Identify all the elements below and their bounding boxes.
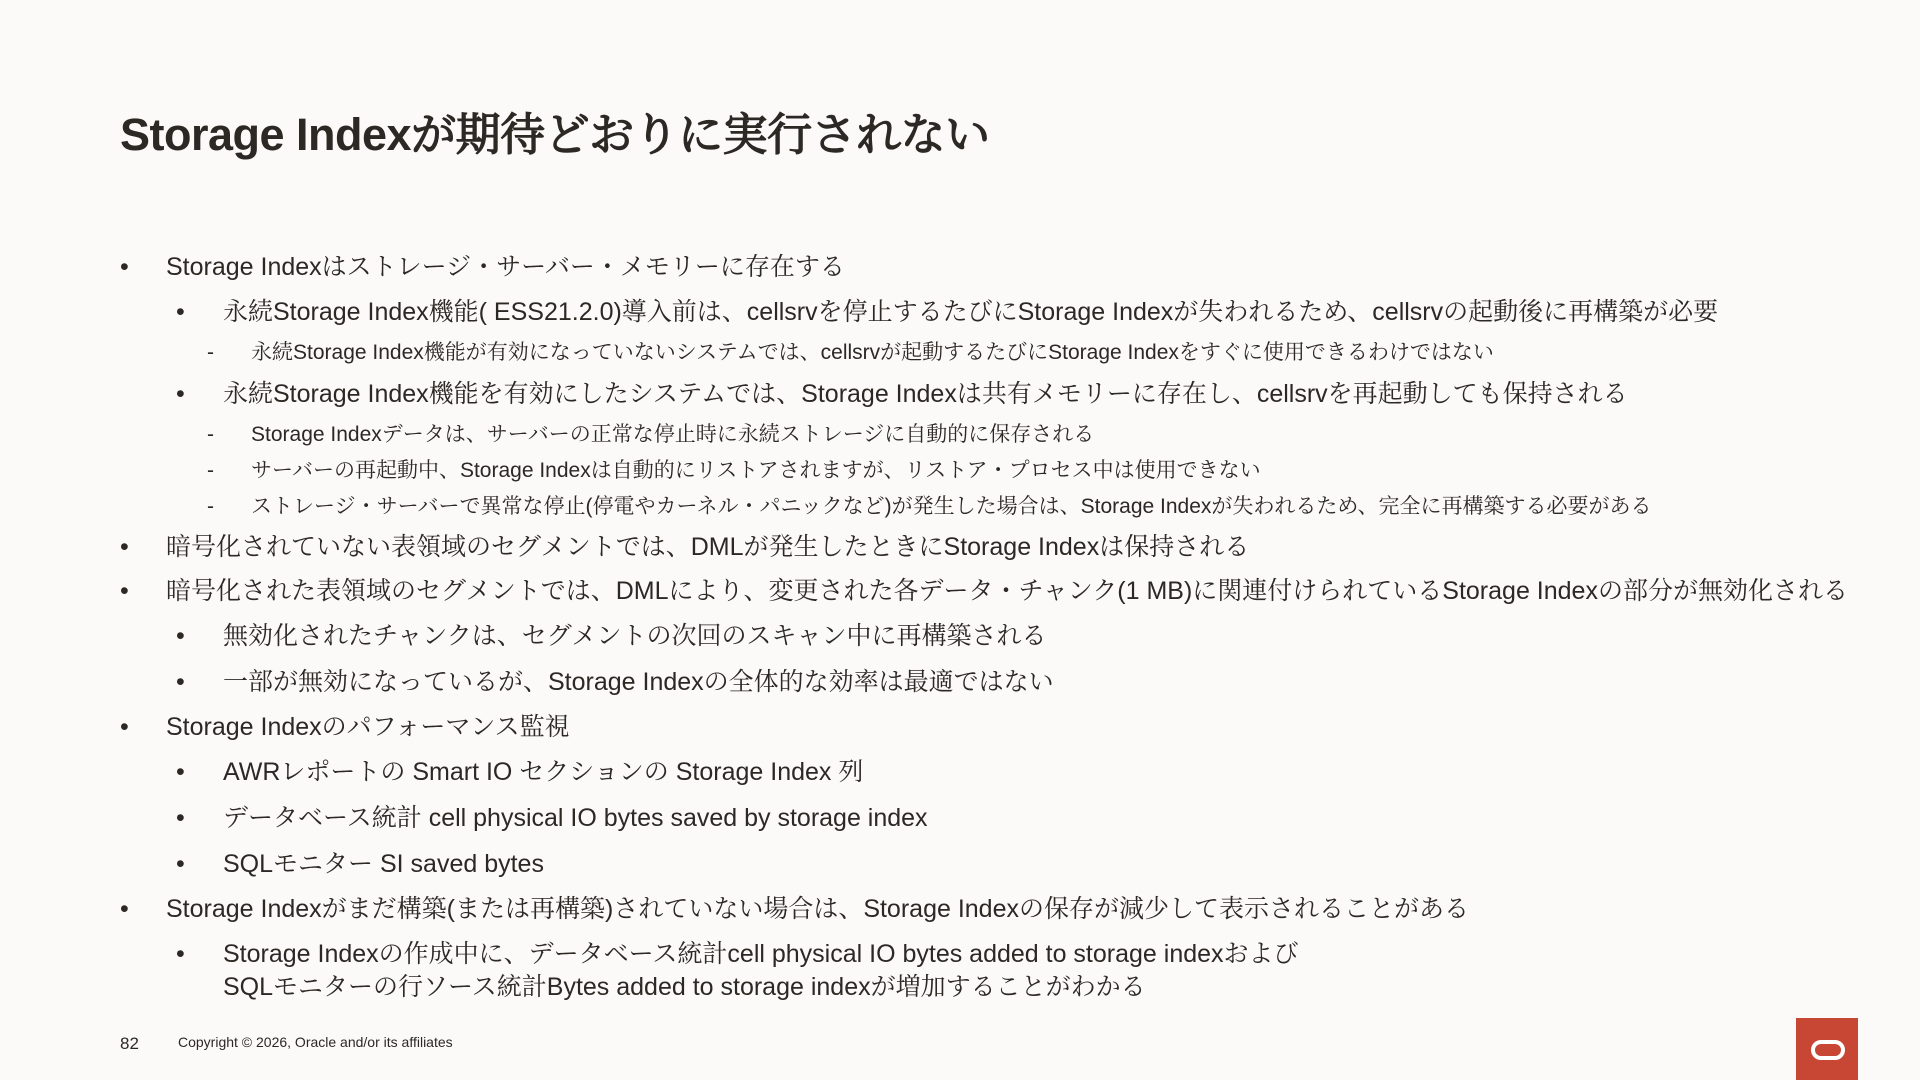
bullet-text: AWRレポートの Smart IO セクションの Storage Index 列 bbox=[223, 758, 864, 786]
bullet-text: Storage Indexのパフォーマンス監視 bbox=[166, 713, 570, 741]
sub-bullet-item bbox=[120, 371, 1820, 417]
bullet-marker: • bbox=[120, 253, 129, 281]
bullet-text: Storage Indexはストレージ・サーバー・メモリーに存在する bbox=[166, 253, 845, 281]
copyright-text: Copyright © 2026, Oracle and/or its affiliates bbox=[178, 1034, 453, 1050]
sub-bullet-item bbox=[120, 613, 1820, 659]
bullet-text: Storage Indexがまだ構築(または再構築)されていない場合は、Storage Indexの保存が減少して表示されることがある bbox=[166, 895, 1469, 923]
dash-marker: - bbox=[207, 495, 214, 518]
sub-sub-bullet-item bbox=[120, 453, 1820, 489]
bullet-text: 一部が無効になっているが、Storage Indexの全体的な効率は最適ではない bbox=[223, 668, 1054, 696]
bullet-text: SQLモニター SI saved bytes bbox=[223, 850, 544, 878]
sub-bullet-item bbox=[120, 659, 1820, 705]
bullet-text: データベース統計 cell physical IO bytes saved by storage index bbox=[223, 804, 928, 832]
sub-bullet-item bbox=[120, 841, 1820, 887]
bullet-text: 暗号化された表領域のセグメントでは、DMLにより、変更された各データ・チャンク(1 MB)に関連付けられているStorage Indexの部分が無効化される bbox=[166, 577, 1848, 605]
bullet-item bbox=[120, 569, 1848, 613]
page-number: 82 bbox=[120, 1034, 139, 1053]
bullet-marker: • bbox=[176, 758, 185, 786]
bullet-marker: • bbox=[176, 850, 185, 878]
bullet-text-line-1: Storage Indexの作成中に、データベース統計cell physical IO bytes added to storage indexおよび bbox=[223, 940, 1299, 968]
bullet-text-line-2: SQLモニターの行ソース統計Bytes added to storage indexが増加することがわかる bbox=[223, 973, 1146, 1001]
oracle-ring-icon bbox=[1811, 1040, 1845, 1060]
bullet-item bbox=[120, 705, 1820, 749]
bullet-text: Storage Indexデータは、サーバーの正常な停止時に永続ストレージに自動的に保存される bbox=[251, 423, 1095, 446]
bullet-text: 永続Storage Index機能を有効にしたシステムでは、Storage Indexは共有メモリーに存在し、cellsrvを再起動しても保持される bbox=[223, 380, 1628, 408]
oracle-logo bbox=[1796, 1018, 1858, 1080]
sub-sub-bullet-item bbox=[120, 417, 1820, 453]
bullet-text: 永続Storage Index機能が有効になっていないシステムでは、cellsrvが起動するたびにStorage Indexをすぐに使用できるわけではない bbox=[251, 341, 1494, 364]
sub-bullet-item bbox=[120, 749, 1820, 795]
dash-marker: - bbox=[207, 341, 214, 364]
bullet-text: 永続Storage Index機能( ESS21.2.0)導入前は、cellsrvを停止するたびにStorage Indexが失われるため、cellsrvの起動後に再構築が必要 bbox=[223, 298, 1719, 326]
sub-bullet-item bbox=[120, 795, 1820, 841]
bullet-marker: • bbox=[176, 804, 185, 832]
bullet-list bbox=[120, 245, 1848, 1004]
bullet-marker: • bbox=[120, 577, 129, 605]
bullet-marker: • bbox=[120, 713, 129, 741]
bullet-marker: • bbox=[176, 298, 185, 326]
bullet-text: サーバーの再起動中、Storage Indexは自動的にリストアされますが、リストア・プロセス中は使用できない bbox=[251, 459, 1261, 482]
sub-bullet-item bbox=[120, 289, 1820, 335]
bullet-item bbox=[120, 887, 1820, 931]
bullet-marker: • bbox=[120, 533, 129, 561]
bullet-marker: • bbox=[176, 622, 185, 650]
bullet-text: 暗号化されていない表領域のセグメントでは、DMLが発生したときにStorage Indexは保持される bbox=[166, 533, 1250, 561]
bullet-marker: • bbox=[176, 668, 185, 696]
bullet-marker: • bbox=[120, 895, 129, 923]
bullet-text: ストレージ・サーバーで異常な停止(停電やカーネル・パニックなど)が発生した場合は、Storage Indexが失われるため、完全に再構築する必要がある bbox=[251, 495, 1652, 518]
bullet-text: 無効化されたチャンクは、セグメントの次回のスキャン中に再構築される bbox=[223, 622, 1047, 650]
bullet-marker: • bbox=[176, 940, 185, 968]
sub-sub-bullet-item bbox=[120, 489, 1820, 525]
bullet-item bbox=[120, 245, 1820, 289]
dash-marker: - bbox=[207, 459, 214, 482]
dash-marker: - bbox=[207, 423, 214, 446]
bullet-item bbox=[120, 525, 1820, 569]
slide-title: Storage Indexが期待どおりに実行されない bbox=[120, 109, 990, 160]
sub-bullet-item bbox=[120, 931, 1820, 1004]
bullet-marker: • bbox=[176, 380, 185, 408]
sub-sub-bullet-item bbox=[120, 335, 1820, 371]
